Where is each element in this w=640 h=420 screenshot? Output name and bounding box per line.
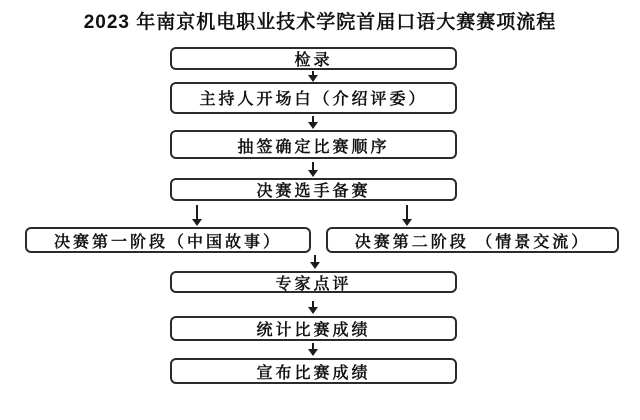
arrow-shaft xyxy=(314,255,316,262)
node-final-stage-two-label: 决赛第二阶段 （情景交流） xyxy=(354,233,591,251)
node-announce-results xyxy=(170,358,457,384)
arrow-head xyxy=(308,122,318,129)
arrow-down-icon xyxy=(307,162,319,177)
page-title: 2023 年南京机电职业技术学院首届口语大赛赛项流程 xyxy=(83,12,557,33)
node-draw-order xyxy=(170,130,457,159)
node-finalist-prep-label: 决赛选手备赛 xyxy=(256,183,371,200)
arrow-head xyxy=(308,307,318,314)
node-host-opening-label: 主持人开场白（介绍评委） xyxy=(199,91,428,108)
arrow-shaft xyxy=(406,205,408,219)
arrow-shaft xyxy=(312,162,314,170)
arrow-down-icon xyxy=(191,205,203,226)
arrow-shaft xyxy=(196,205,198,219)
node-finalist-prep xyxy=(170,178,457,201)
arrow-head xyxy=(402,219,412,226)
node-check-in xyxy=(170,47,457,70)
node-final-stage-two xyxy=(326,227,619,253)
arrow-down-icon xyxy=(401,205,413,226)
node-draw-order-label: 抽签确定比赛顺序 xyxy=(237,139,390,156)
arrow-down-icon xyxy=(307,116,319,129)
arrow-down-icon xyxy=(307,343,319,356)
node-final-stage-one-label: 决赛第一阶段（中国故事） xyxy=(53,233,282,251)
node-final-stage-one xyxy=(25,227,311,253)
node-announce-results-label: 宣布比赛成绩 xyxy=(256,364,371,382)
arrow-down-icon xyxy=(307,71,319,82)
node-host-opening xyxy=(170,82,457,114)
node-score-tally-label: 统计比赛成绩 xyxy=(256,322,371,339)
arrow-head xyxy=(310,262,320,269)
node-score-tally xyxy=(170,316,457,341)
arrow-head xyxy=(308,75,318,82)
arrow-down-icon xyxy=(309,255,321,269)
node-check-in-label: 检录 xyxy=(294,52,333,69)
arrow-head xyxy=(308,349,318,356)
arrow-down-icon xyxy=(307,301,319,314)
arrow-head xyxy=(308,170,318,177)
arrow-head xyxy=(192,219,202,226)
node-expert-review xyxy=(170,271,457,293)
node-expert-review-label: 专家点评 xyxy=(275,275,352,293)
